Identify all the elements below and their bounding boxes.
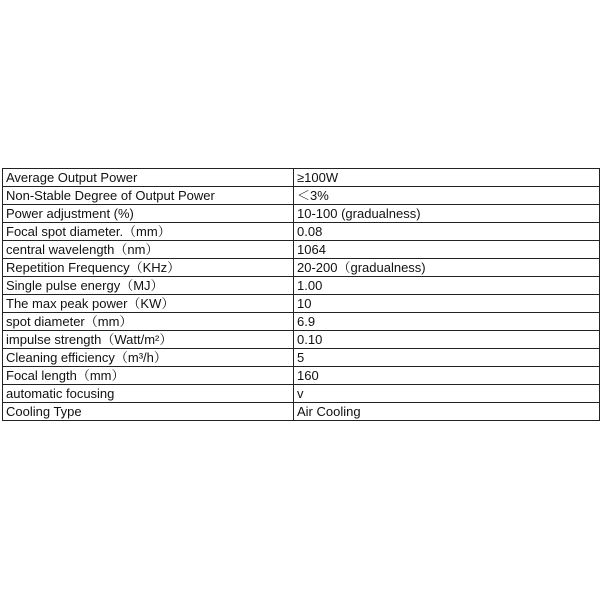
value-cell: 20-200（gradualness) [294,259,600,277]
parameter-cell: Cleaning efficiency（m³/h） [3,349,294,367]
value-cell: 10 [294,295,600,313]
value-cell: 1.00 [294,277,600,295]
parameter-cell: Average Output Power [3,169,294,187]
specification-table [2,168,600,421]
value-cell: 5 [294,349,600,367]
table-row [3,349,600,367]
table-row [3,385,600,403]
table-row [3,205,600,223]
value-cell: ＜3% [294,187,600,205]
value-cell: 1064 [294,241,600,259]
table-row [3,367,600,385]
table-row [3,295,600,313]
parameter-cell: Repetition Frequency（KHz） [3,259,294,277]
value-cell: 0.08 [294,223,600,241]
parameter-cell: The max peak power（KW） [3,295,294,313]
parameter-cell: Power adjustment (%) [3,205,294,223]
table-row [3,313,600,331]
value-cell: v [294,385,600,403]
parameter-cell: Non-Stable Degree of Output Power [3,187,294,205]
value-cell: 6.9 [294,313,600,331]
parameter-cell: automatic focusing [3,385,294,403]
parameter-cell: Focal length（mm） [3,367,294,385]
parameter-cell: central wavelength（nm） [3,241,294,259]
specification-table-body [3,169,600,421]
value-cell: Air Cooling [294,403,600,421]
parameter-cell: impulse strength（Watt/m²） [3,331,294,349]
table-row [3,241,600,259]
value-cell: ≥100W [294,169,600,187]
value-cell: 10-100 (gradualness) [294,205,600,223]
value-cell: 160 [294,367,600,385]
table-row [3,331,600,349]
table-row [3,187,600,205]
table-row [3,259,600,277]
value-cell: 0.10 [294,331,600,349]
parameter-cell: spot diameter（mm） [3,313,294,331]
parameter-cell: Single pulse energy（MJ） [3,277,294,295]
table-row [3,223,600,241]
table-row [3,403,600,421]
parameter-cell: Cooling Type [3,403,294,421]
parameter-cell: Focal spot diameter.（mm） [3,223,294,241]
table-row [3,169,600,187]
table-row [3,277,600,295]
